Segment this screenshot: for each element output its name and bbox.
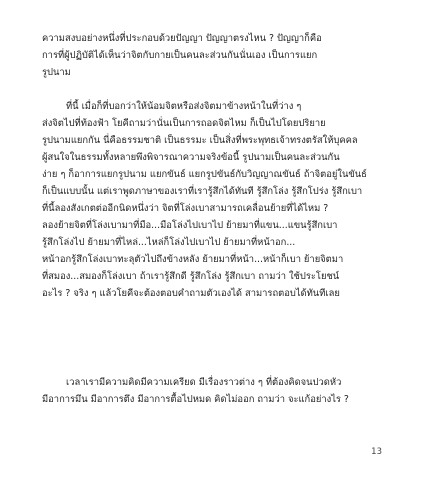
text-line: มีอาการมึน มีอาการตึง มีอาการตื้อไปหมด คิดไม่ออก ถามว่า จะแก้อย่างไร ? — [42, 394, 349, 405]
text-line: ที่นี้ เมื่อก็ที่บอกว่าให้น้อมจิตหรือส่งจิตมาข้างหน้าในที่ว่าง ๆ — [66, 101, 302, 112]
paragraph-2 — [42, 98, 382, 302]
text-line: ลองย้ายจิตที่โล่งเบามาที่มือ...มือโล่งไปเบาไป ย้ายมาที่แขน...แขนรู้สึกเบา — [42, 220, 338, 231]
text-line: รูปนามแยกกัน นี่คือธรรมชาติ เป็นธรรมะ เป็นสิ่งที่พระพุทธเจ้าทรงตรัสให้บุคคล — [42, 135, 358, 146]
text-line: เวลาเรามีความคิดมีความเครียด มีเรื่องราวต่าง ๆ ที่ต้องคิดจนปวดหัว — [66, 377, 342, 388]
text-line: รู้สึกโล่งไป ย้ายมาที่ไหล่...ไหล่ก็โล่งไปเบาไป ย้ายมาที่หน้าอก... — [42, 237, 296, 248]
text-line: ความสงบอย่างหนึ่งที่ประกอบด้วยปัญญา ปัญญาตรงไหน ? ปัญญาก็คือ — [42, 33, 322, 44]
text-line: ผู้สนใจในธรรมทั้งหลายพึงพิจารณาความจริงข้อนี้ รูปนามเป็นคนละส่วนกัน — [42, 152, 340, 163]
paragraph-1 — [42, 30, 382, 81]
text-line: การที่ผู้ปฏิบัติได้เห็นว่าจิตกับกายเป็นคนละส่วนกันนั่นเอง เป็นการแยก — [42, 50, 318, 61]
text-line: ง่าย ๆ ก็อาการแยกรูปนาม แยกขันธ์ แยกรูปขันธ์กับวิญญาณขันธ์ ถ้าจิตอยู่ในขันธ์ — [42, 169, 367, 180]
text-line: อะไร ? จริง ๆ แล้วโยคีจะต้องตอบคำถามตัวเองได้ สามารถตอบได้ทันทีเลย — [42, 288, 340, 299]
text-line: ก็เป็นแบบนั้น แต่เราพูดภาษาของเราที่เรารู้สึกได้ทันที รู้สึกโล่ง รู้สึกโปร่ง รู้สึกเบา — [42, 186, 363, 197]
text-line: รูปนาม — [42, 67, 71, 78]
paragraph-3 — [42, 374, 382, 408]
text-line: หน้าอกรู้สึกโล่งเบาทะลุตัวไปถึงข้างหลัง ย้ายมาที่หน้า...หน้าก็เบา ย้ายจิตมา — [42, 254, 344, 265]
text-line: ส่งจิตไปที่ท้องฟ้า โยคีถามว่านั่นเป็นการถอดจิตไหม ก็เป็นไปโดยปริยาย — [42, 118, 326, 129]
text-line: ที่นี้ลองสังเกตต่ออีกนิดหนึ่งว่า จิตที่โล่งเบาสามารถเคลื่อนย้ายที่ได้ไหม ? — [42, 203, 329, 214]
text-line: ที่สมอง...สมองก็โล่งเบา ถ้าเรารู้สึกดี รู้สึกโล่ง รู้สึกเบา ถามว่า ใช้ประโยชน์ — [42, 271, 340, 282]
page-number: 13 — [371, 447, 382, 457]
